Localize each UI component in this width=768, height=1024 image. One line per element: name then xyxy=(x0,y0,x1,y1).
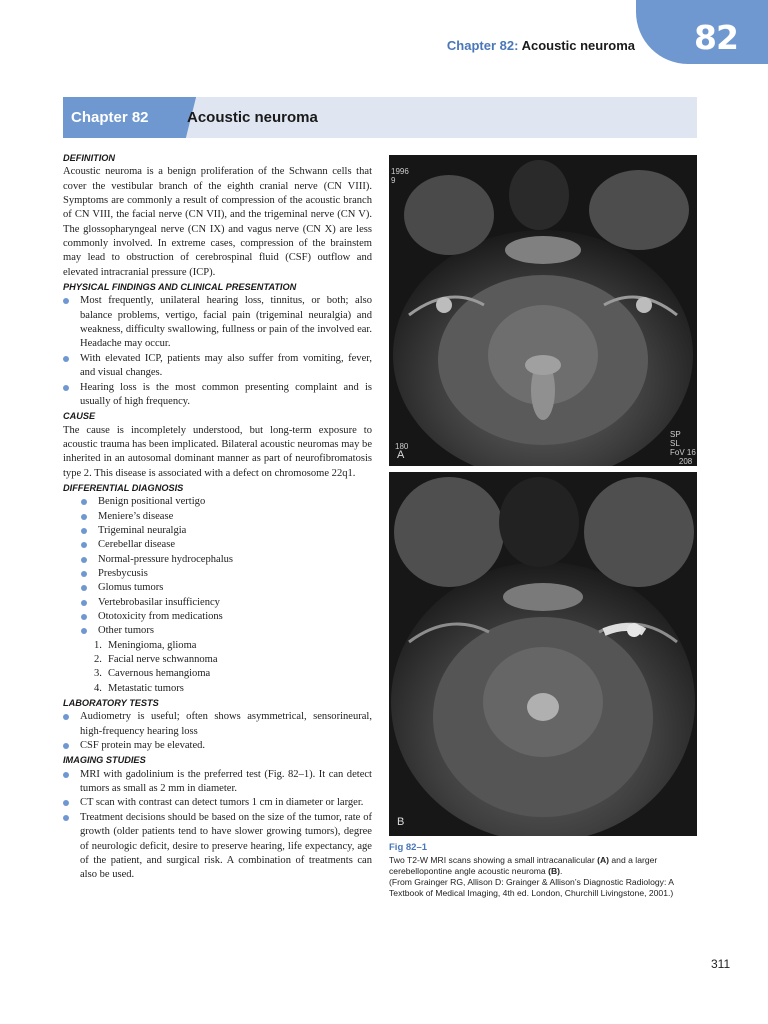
physical-findings-list xyxy=(63,294,372,409)
chapter-tab-number: 82 xyxy=(694,18,738,57)
list-item: Normal-pressure hydrocephalus xyxy=(63,553,372,567)
heading-definition: DEFINITION xyxy=(63,153,116,163)
list-item: Most frequently, unilateral hearing loss, tinnitus, or both; also balance problems, vertigo, facial pain (trigeminal neuralgia) and weakness, difficulty swallowing, fullness or pain of the involved ear. Headache may occur. xyxy=(63,294,372,351)
imaging-list xyxy=(63,768,372,883)
numbered-item xyxy=(63,639,372,653)
heading-physical-findings: PHYSICAL FINDINGS AND CLINICAL PRESENTATION xyxy=(63,282,297,293)
list-item: CSF protein may be elevated. xyxy=(63,739,372,753)
mri-image-a xyxy=(389,155,697,466)
definition-text: Acoustic neuroma is a benign proliferation of the Schwann cells that cover the vestibular branch of the eighth cranial nerve (CN VIII). Symptoms are commonly a result of compression of the acoustic branch of CN VIII, the facial nerve (CN VII), and the trigeminal nerve (CN V). The glossopharyngeal nerve (CN IX) and vagus nerve (CN X) are less commonly involved. In extreme cases, compression of the brainstem may lead to obstruction of cerebrospinal fluid (CSF) outflow and elevated intracranial pressure (ICP). xyxy=(63,166,372,278)
text-column xyxy=(63,151,372,883)
image-a-label: A xyxy=(397,449,405,461)
numbered-item xyxy=(63,653,372,667)
list-item: CT scan with contrast can detect tumors 1 cm in diameter or larger. xyxy=(63,796,372,810)
image-a-top-left-overlay: 1996 9 xyxy=(391,167,409,185)
image-a-left-overlay: 180 xyxy=(395,442,409,451)
page-number: 311 xyxy=(711,957,731,971)
caption-text: . xyxy=(560,866,563,876)
mri-image-b xyxy=(389,472,697,836)
caption-ref-b: (B) xyxy=(548,866,561,876)
other-tumors-list xyxy=(63,639,372,696)
item-number: 2. xyxy=(94,654,102,666)
numbered-item xyxy=(63,667,372,681)
differential-list xyxy=(63,495,372,638)
list-item: Treatment decisions should be based on the size of the tumor, rate of growth (older patients tend to have slower growing tumors), degree of neurologic deficit, desire to preserve hearing, life expectancy, age of the patient, and surgical risk. A combination of treatments can also be used. xyxy=(63,811,372,883)
item-text: Facial nerve schwannoma xyxy=(108,654,218,666)
list-item: Vertebrobasilar insufficiency xyxy=(63,596,372,610)
list-item: Cerebellar disease xyxy=(63,538,372,552)
list-item: Meniere’s disease xyxy=(63,510,372,524)
caption-ref-a: (A) xyxy=(597,855,610,865)
caption-source: (From Grainger RG, Allison D: Grainger & Allison’s Diagnostic Radiology: A Textbook of Medical Imaging, 4th ed. London, Churchill Livingstone, 2001.) xyxy=(389,877,674,898)
item-text: Metastatic tumors xyxy=(108,682,184,694)
list-item: Ototoxicity from medications xyxy=(63,610,372,624)
item-text: Cavernous hemangioma xyxy=(108,668,211,680)
cause-text: The cause is incompletely understood, but long-term exposure to acoustic trauma has been implicated. Bilateral acoustic neuromas may be inherited in an autosomal dominant manner as part of neurofibromatosis type 2. This disease is associated with a defect on chromosome 22q1. xyxy=(63,424,372,479)
banner-chapter-label: Chapter 82 xyxy=(63,97,181,138)
item-text: Meningioma, glioma xyxy=(108,639,197,651)
caption-text: and a larger cerebellopontine angle acoustic neuroma xyxy=(389,855,658,876)
figure-label: Fig 82–1 xyxy=(389,842,428,853)
list-item: Glomus tumors xyxy=(63,581,372,595)
image-b-label: B xyxy=(397,816,405,828)
item-number: 1. xyxy=(94,639,102,651)
list-item: Other tumors xyxy=(63,624,372,638)
figure-caption xyxy=(389,855,699,899)
list-item: Benign positional vertigo xyxy=(63,495,372,509)
running-header xyxy=(447,38,635,53)
list-item: Presbycusis xyxy=(63,567,372,581)
list-item: Trigeminal neuralgia xyxy=(63,524,372,538)
heading-cause: CAUSE xyxy=(63,411,96,422)
running-header-chapter: Chapter 82: xyxy=(446,38,519,53)
heading-laboratory-tests: LABORATORY TESTS xyxy=(63,698,159,709)
item-number: 3. xyxy=(94,668,102,680)
list-item: Audiometry is useful; often shows asymmetrical, sensorineural, high-frequency hearing loss xyxy=(63,710,372,739)
list-item: Hearing loss is the most common presenting complaint and is usually of high frequency. xyxy=(63,381,372,410)
heading-imaging-studies: IMAGING STUDIES xyxy=(63,755,146,766)
list-item: With elevated ICP, patients may also suffer from vomiting, fever, and visual changes. xyxy=(63,352,372,381)
item-number: 4. xyxy=(94,682,102,694)
numbered-item xyxy=(63,682,372,696)
running-header-title: Acoustic neuroma xyxy=(521,38,635,53)
lab-tests-list xyxy=(63,710,372,753)
image-a-right-overlay: SP SL FoV 16 208 xyxy=(670,430,696,466)
list-item: MRI with gadolinium is the preferred test (Fig. 82–1). It can detect tumors as small as 2 mm in diameter. xyxy=(63,768,372,797)
chapter-banner xyxy=(63,97,697,138)
caption-text: Two T2-W MRI scans showing a small intracanalicular xyxy=(389,855,598,865)
banner-title: Acoustic neuroma xyxy=(187,109,318,126)
heading-differential-diagnosis: DIFFERENTIAL DIAGNOSIS xyxy=(63,482,184,493)
